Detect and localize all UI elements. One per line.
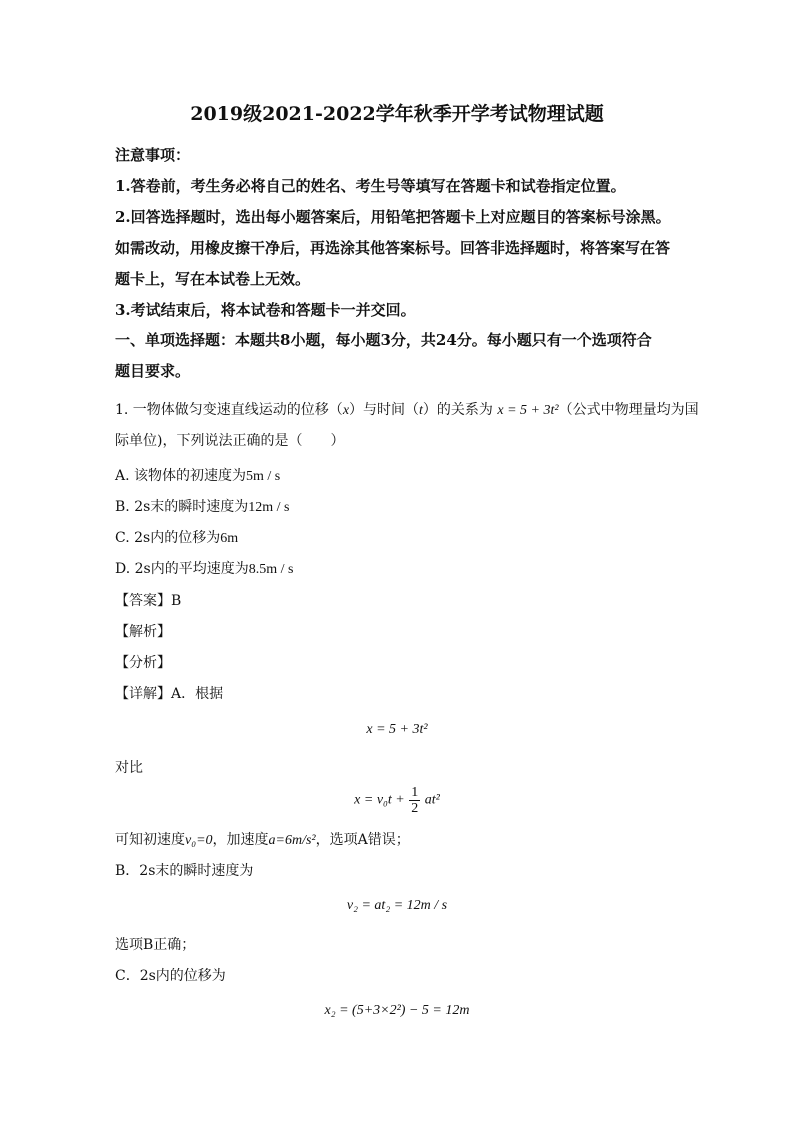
fraction-numerator: 1 [411,785,419,800]
eq2-left: x = v₀t + [354,792,405,808]
b-correct: 选项B正确； [115,937,196,953]
notice-item: 2.回答选择题时，选出每小题答案后，用铅笔把答题卡上对应题目的答案标号涂黑。 [115,208,671,226]
stem-formula: x = 5 + 3t² [497,403,559,418]
notice-item: 题卡上，写在本试卷上无效。 [115,270,311,288]
notice-heading: 注意事项： [115,146,191,164]
b-line: B．2s末的瞬时速度为 [115,863,254,879]
option-label: C. 2s内的位移为 [115,530,221,546]
fenxi-label: 【分析】 [115,655,171,671]
option-value: 6m [220,531,239,546]
option-d [115,559,293,580]
answer-label: 【答案】B [115,593,182,609]
fraction-denominator: 2 [411,801,419,816]
compare-text: 对比 [115,760,143,776]
section-heading: 一、单项选择题：本题共8小题，每小题3分，共24分。每小题只有一个选项符合 [115,331,652,349]
equation-3: v₂ = at₂ = 12m / s [346,898,448,913]
stem-text: 1. 一物体做匀变速直线运动的位移（ [115,402,343,418]
option-c [115,528,238,549]
option-value: 12m / s [248,500,290,515]
analysis-label: 【解析】 [115,624,171,640]
c-line: C．2s内的位移为 [115,968,226,984]
option-value: 8.5m / s [248,562,294,577]
option-a [115,466,280,487]
equation-2 [0,785,794,816]
equation-4: x₂ = (5+3×2²) − 5 = 12m [324,1003,470,1018]
option-b [115,497,290,518]
stem-text: ）与时间（ [349,402,420,418]
notice-item: 3.考试结束后，将本试卷和答题卡一并交回。 [115,301,416,319]
page-title: 2019级2021-2022学年秋季开学考试物理试题 [190,103,604,125]
text: ，选项A错误； [315,832,410,848]
text: ，加速度 [212,832,269,848]
known-values [115,830,410,851]
question-stem [115,400,699,421]
option-value: 5m / s [246,469,281,484]
stem-text: ）的关系为 [422,402,493,418]
notice-item: 如需改动，用橡皮擦干净后，再选涂其他答案标号。回答非选择题时，将答案写在答 [115,239,671,257]
option-label: D. 2s内的平均速度为 [115,561,249,577]
stem-text: （公式中物理量均为国 [558,402,699,418]
stem-var-t: t [419,403,423,418]
eq2-right: at² [424,792,440,808]
option-label: A. 该物体的初速度为 [115,468,247,484]
initial-velocity: v₀=0 [185,833,213,848]
detail-label: 【详解】A．根据 [115,686,224,702]
fraction [409,785,420,816]
option-label: B. 2s末的瞬时速度为 [115,499,249,515]
acceleration: a=6m/s² [268,833,316,848]
stem-var-x: x [342,403,350,418]
section-heading-cont: 题目要求。 [115,362,191,380]
equation-1: x = 5 + 3t² [366,722,428,737]
notice-item: 1.答卷前，考生务必将自己的姓名、考生号等填写在答题卡和试卷指定位置。 [115,177,626,195]
text: 可知初速度 [115,832,185,848]
question-stem-cont: 际单位)，下列说法正确的是（ ） [115,433,345,449]
